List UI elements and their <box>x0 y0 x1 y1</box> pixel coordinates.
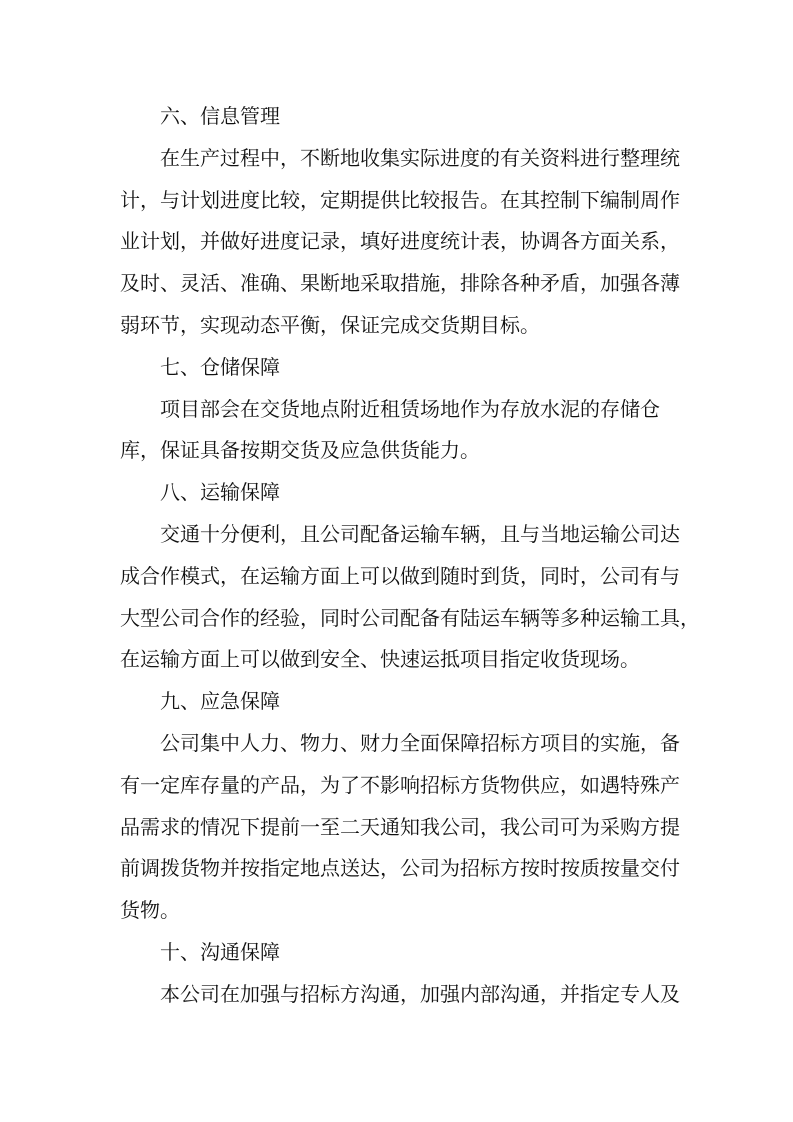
section-heading-storage-guarantee: 七、仓储保障 <box>160 354 280 379</box>
paragraph-line: 有一定库存量的产品，为了不影响招标方货物供应，如遇特殊产 <box>120 772 680 797</box>
paragraph-line: 品需求的情况下提前一至二天通知我公司，我公司可为采购方提 <box>120 814 680 839</box>
paragraph-line: 计，与计划进度比较，定期提供比较报告。在其控制下编制周作 <box>120 187 680 212</box>
paragraph-line: 项目部会在交货地点附近租赁场地作为存放水泥的存储仓 <box>160 396 660 421</box>
paragraph-line: 在生产过程中，不断地收集实际进度的有关资料进行整理统 <box>160 145 680 170</box>
section-heading-information-management: 六、信息管理 <box>160 104 280 128</box>
paragraph-line: 大型公司合作的经验，同时公司配备有陆运车辆等多种运输工具， <box>120 605 700 630</box>
paragraph-line: 货物。 <box>120 898 180 923</box>
paragraph-line: 交通十分便利，且公司配备运输车辆，且与当地运输公司达 <box>160 521 680 546</box>
paragraph-line: 本公司在加强与招标方沟通，加强内部沟通，并指定专人及 <box>160 981 680 1006</box>
paragraph-line: 弱环节，实现动态平衡，保证完成交货期目标。 <box>120 312 540 337</box>
paragraph-line: 及时、灵活、准确、果断地采取措施，排除各种矛盾，加强各薄 <box>120 271 680 296</box>
section-heading-emergency-guarantee: 九、应急保障 <box>160 689 280 714</box>
paragraph-line: 前调拨货物并按指定地点送达，公司为招标方按时按质按量交付 <box>120 856 680 881</box>
paragraph-line: 业计划，并做好进度记录，填好进度统计表，协调各方面关系， <box>120 229 680 254</box>
paragraph-line: 成合作模式，在运输方面上可以做到随时到货，同时，公司有与 <box>120 563 680 588</box>
paragraph-line: 在运输方面上可以做到安全、快速运抵项目指定收货现场。 <box>120 647 640 672</box>
section-heading-transport-guarantee: 八、运输保障 <box>160 480 280 505</box>
paragraph-line: 公司集中人力、物力、财力全面保障招标方项目的实施，备 <box>160 730 680 755</box>
document-body <box>120 96 700 1016</box>
paragraph-line: 库，保证具备按期交货及应急供货能力。 <box>120 438 480 463</box>
section-heading-communication-guarantee: 十、沟通保障 <box>160 939 280 964</box>
